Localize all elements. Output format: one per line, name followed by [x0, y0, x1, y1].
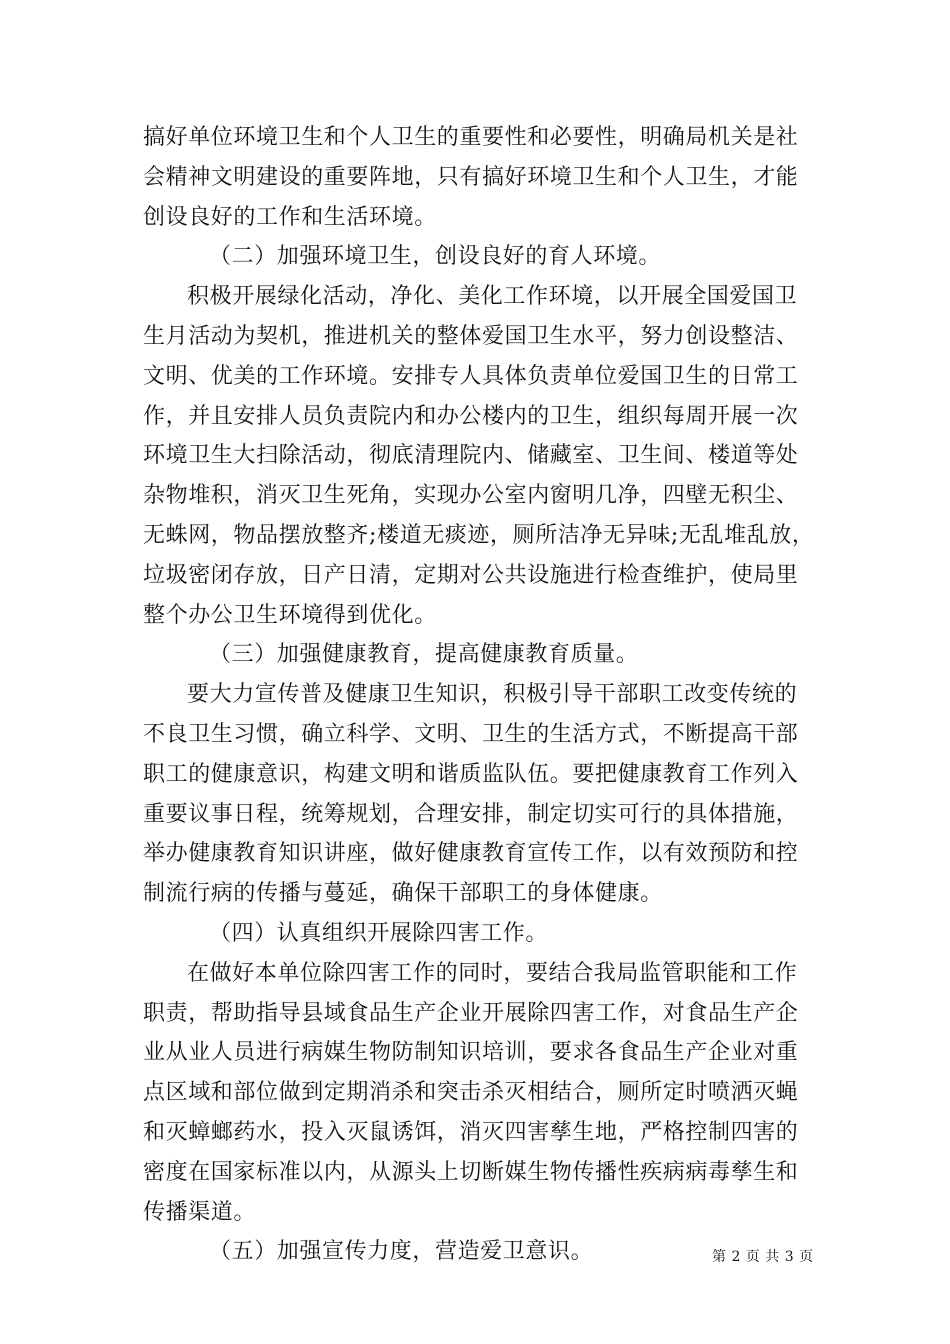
body-line: 业从业人员进行病媒生物防制知识培训，要求各食品生产企业对重: [143, 1040, 799, 1066]
paragraph-first-line: 要大力宣传普及健康卫生知识，积极引导干部职工改变传统的: [187, 682, 798, 708]
body-line: 点区域和部位做到定期消杀和突击杀灭相结合，厕所定时喷洒灭蝇: [143, 1080, 799, 1106]
body-line: 整个办公卫生环境得到优化。: [143, 602, 437, 628]
body-line: 杂物堆积，消灭卫生死角，实现办公室内窗明几净，四壁无积尘、: [143, 483, 799, 509]
body-line: 和灭蟑螂药水，投入灭鼠诱饵，消灭四害孳生地，严格控制四害的: [143, 1119, 799, 1145]
section-heading-5: （五）加强宣传力度，营造爱卫意识。: [209, 1239, 594, 1265]
body-line: 无蛛网，物品摆放整齐;楼道无痰迹，厕所洁净无异味;无乱堆乱放，: [143, 522, 815, 548]
paragraph-first-line: 积极开展绿化活动，净化、美化工作环境，以开展全国爱国卫: [187, 284, 798, 310]
section-heading-3: （三）加强健康教育，提高健康教育质量。: [209, 642, 639, 668]
body-line: 文明、优美的工作环境。安排专人具体负责单位爱国卫生的日常工: [143, 363, 799, 389]
body-line: 生月活动为契机，推进机关的整体爱国卫生水平，努力创设整洁、: [143, 323, 799, 349]
section-heading-4: （四）认真组织开展除四害工作。: [209, 920, 549, 946]
body-line: 环境卫生大扫除活动，彻底清理院内、储藏室、卫生间、楼道等处: [143, 443, 799, 469]
body-line: 作，并且安排人员负责院内和办公楼内的卫生，组织每周开展一次: [143, 403, 799, 429]
document-body: [143, 118, 823, 1272]
body-line: 创设良好的工作和生活环境。: [143, 204, 437, 230]
body-line: 重要议事日程，统筹规划，合理安排，制定切实可行的具体措施，: [143, 801, 799, 827]
body-line: 传播渠道。: [143, 1199, 257, 1225]
body-line: 垃圾密闭存放，日产日清，定期对公共设施进行检查维护，使局里: [143, 562, 799, 588]
page-number-footer: 第 2 页 共 3 页: [712, 1249, 814, 1265]
section-heading-2: （二）加强环境卫生，创设良好的育人环境。: [209, 244, 662, 270]
body-line: 密度在国家标准以内，从源头上切断媒生物传播性疾病病毒孳生和: [143, 1159, 799, 1185]
body-line: 职责，帮助指导县域食品生产企业开展除四害工作，对食品生产企: [143, 1000, 799, 1026]
body-line: 搞好单位环境卫生和个人卫生的重要性和必要性，明确局机关是社: [143, 125, 799, 150]
body-line: 不良卫生习惯，确立科学、文明、卫生的生活方式，不断提高干部: [143, 721, 799, 747]
body-line: 制流行病的传播与蔓延，确保干部职工的身体健康。: [143, 881, 663, 907]
body-line: 会精神文明建设的重要阵地，只有搞好环境卫生和个人卫生，才能: [143, 164, 799, 190]
paragraph-first-line: 在做好本单位除四害工作的同时，要结合我局监管职能和工作: [187, 960, 798, 986]
body-line: 举办健康教育知识讲座，做好健康教育宣传工作，以有效预防和控: [143, 841, 799, 867]
body-line: 职工的健康意识，构建文明和谐质监队伍。要把健康教育工作列入: [143, 761, 799, 787]
